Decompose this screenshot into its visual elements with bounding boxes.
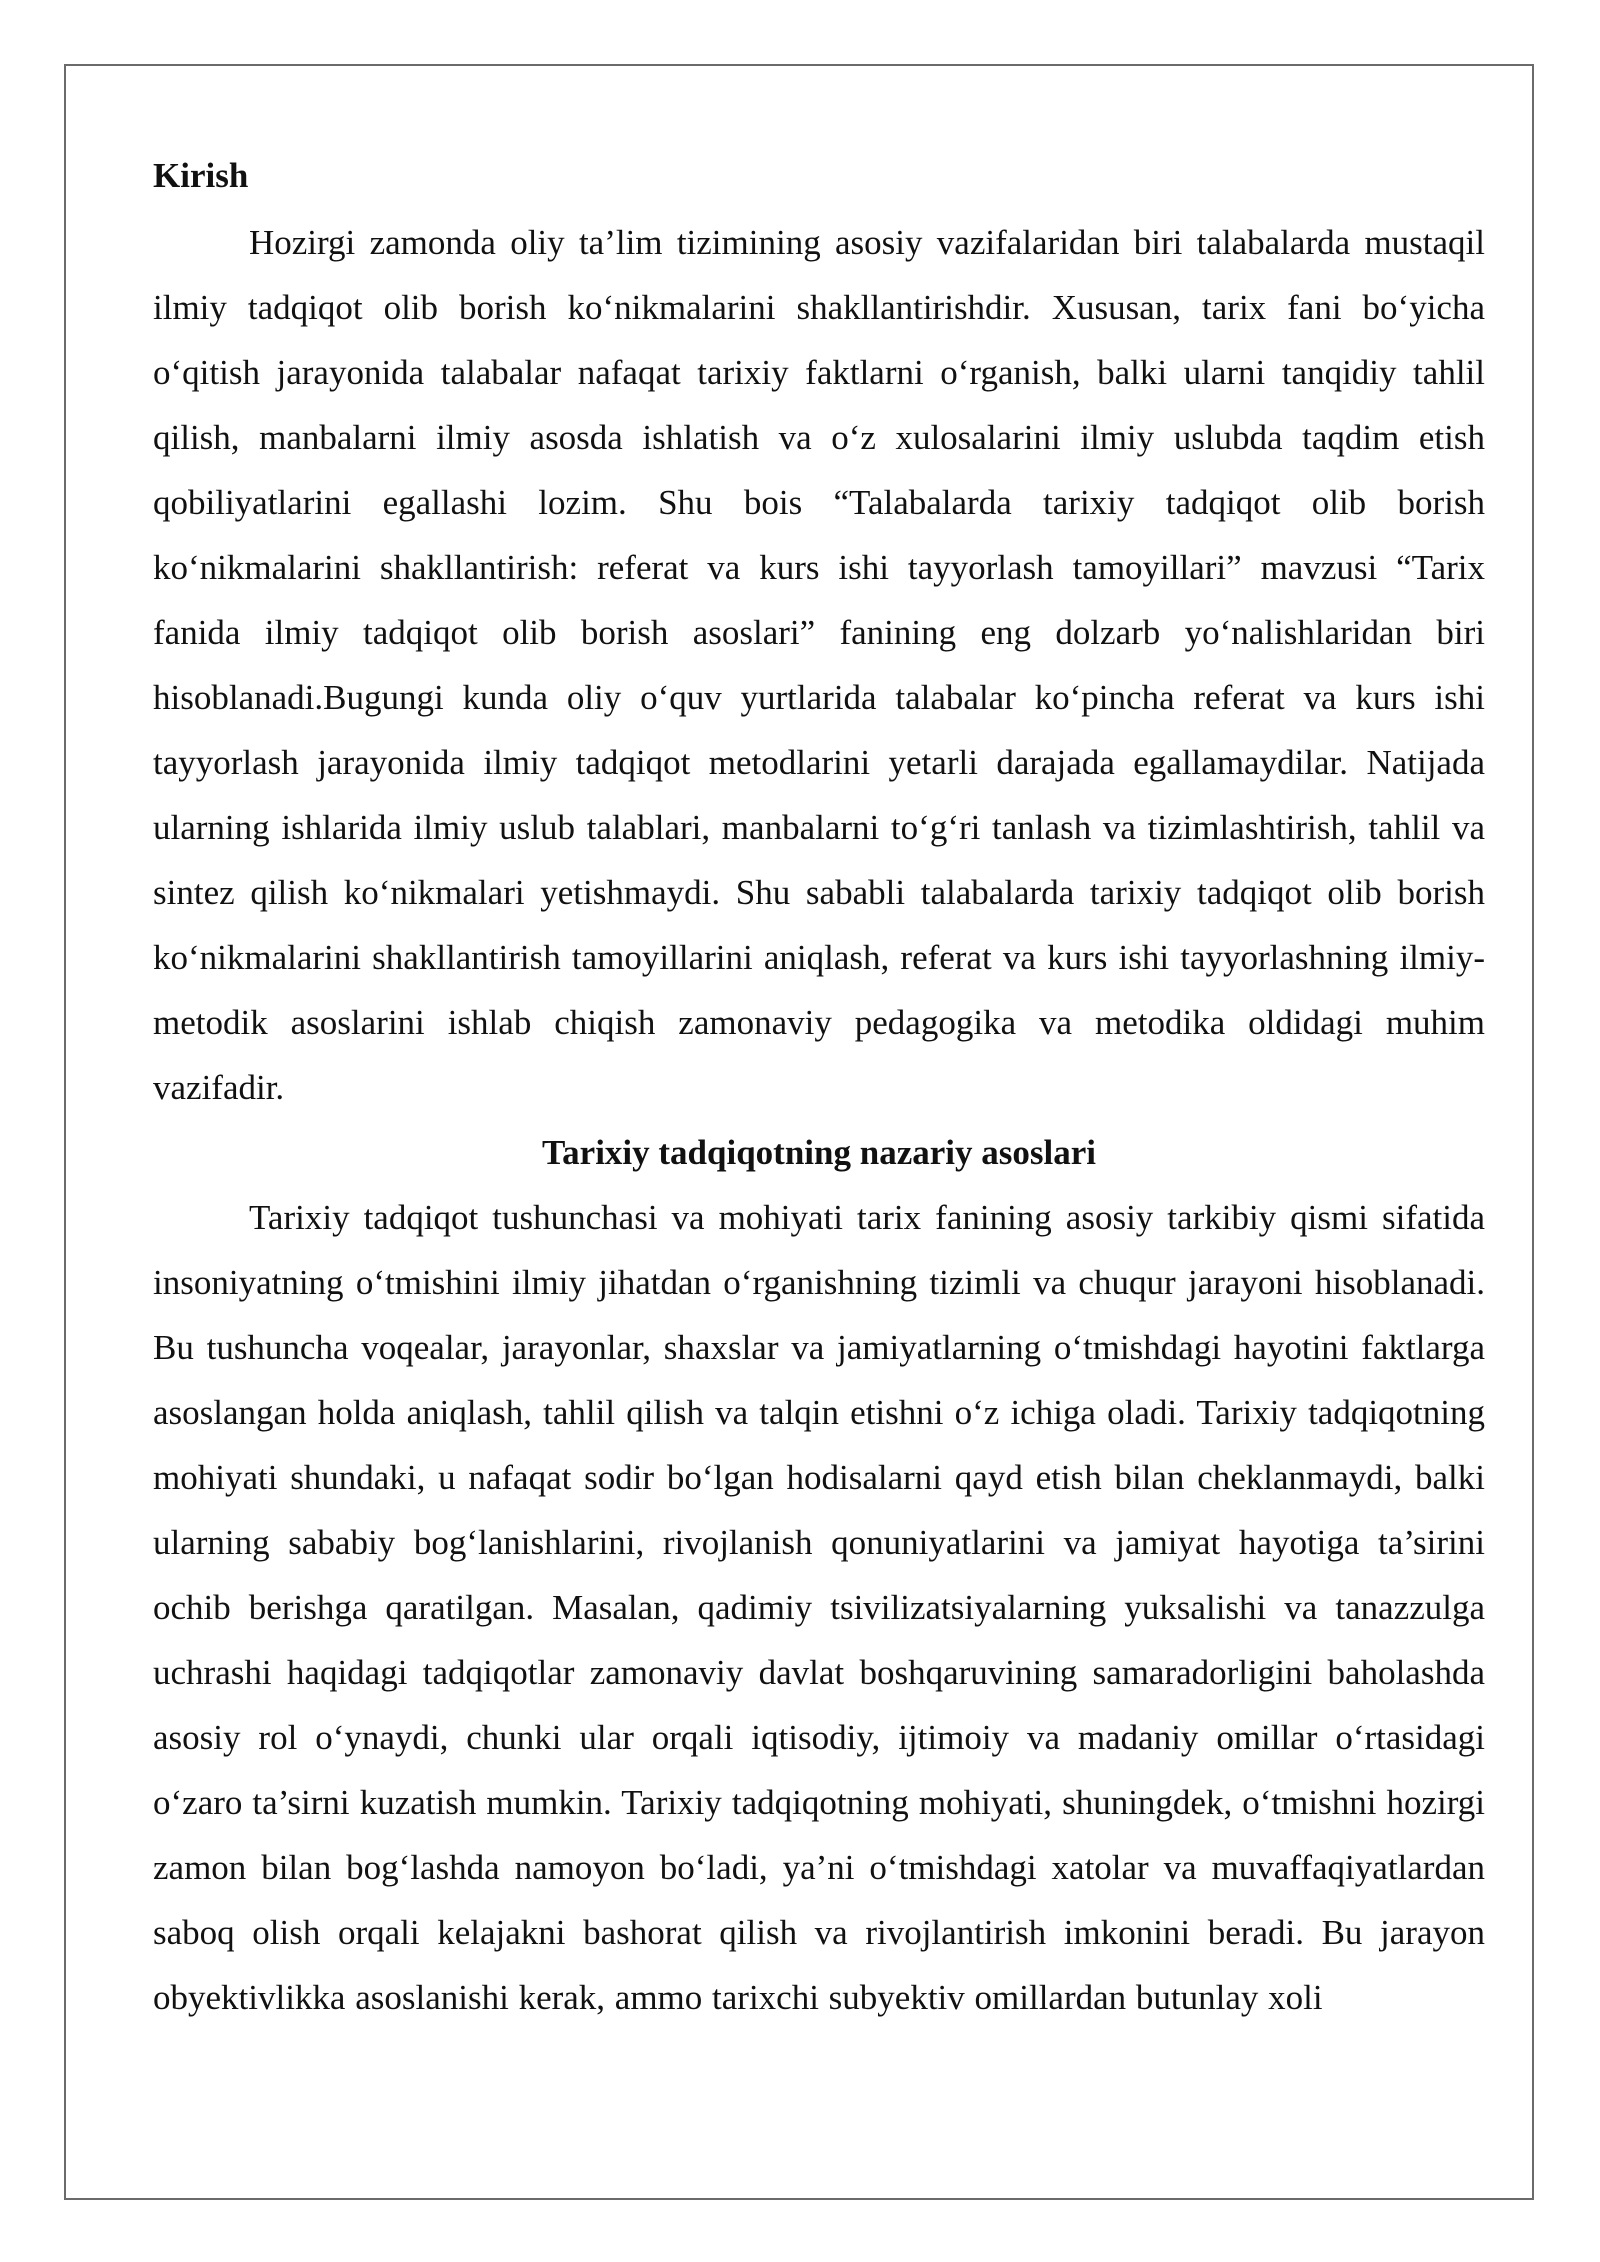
paragraph-introduction: Hozirgi zamonda oliy ta’lim tizimining asosiy vazifalaridan biri talabalarda mustaqil ilmiy tadqiqot olib borish ko‘nikmalarini shakllantirishdir. Xususan, tarix fani bo‘yicha o‘qitish jarayonida talabalar nafaqat tarixiy faktlarni o‘rganish, balki ularni tanqidiy tahlil qilish, manbalarni ilmiy asosda ishlatish va o‘z xulosalarini ilmiy uslubda taqdim etish qobiliyatlarini egallashi lozim. Shu bois “Talabalarda tarixiy tadqiqot olib borish ko‘nikmalarini shakllantirish: referat va kurs ishi tayyorlash tamoyillari” mavzusi “Tarix fanida ilmiy tadqiqot olib borish asoslari” fanining eng dolzarb yo‘nalishlaridan biri hisoblanadi.Bugungi kunda oliy o‘quv yurtlarida talabalar ko‘pincha referat va kurs ishi tayyorlash jarayonida ilmiy tadqiqot metodlarini yetarli darajada egallamaydilar. Natijada ularning ishlarida ilmiy uslub talablari, manbalarni to‘g‘ri tanlash va tizimlashtirish, tahlil va sintez qilish ko‘nikmalari yetishmaydi. Shu sababli talabalarda tarixiy tadqiqot olib borish ko‘nikmalarini shakllantirish tamoyillarini aniqlash, referat va kurs ishi tayyorlashning ilmiy-metodik asoslarini ishlab chiqish zamonaviy pedagogika va metodika oldidagi muhim vazifadir. (153, 223, 1485, 1107)
paragraph-theoretical-foundations: Tarixiy tadqiqot tushunchasi va mohiyati tarix fanining asosiy tarkibiy qismi sifatida insoniyatning o‘tmishini ilmiy jihatdan o‘rganishning tizimli va chuqur jarayoni hisoblanadi. Bu tushuncha voqealar, jarayonlar, shaxslar va jamiyatlarning o‘tmishdagi hayotini faktlarga asoslangan holda aniqlash, tahlil qilish va talqin etishni o‘z ichiga oladi. Tarixiy tadqiqotning mohiyati shundaki, u nafaqat sodir bo‘lgan hodisalarni qayd etish bilan cheklanmaydi, balki ularning sababiy bog‘lanishlarini, rivojlanish qonuniyatlarini va jamiyat hayotiga ta’sirini ochib berishga qaratilgan. Masalan, qadimiy tsivilizatsiyalarning yuksalishi va tanazzulga uchrashi haqidagi tadqiqotlar zamonaviy davlat boshqaruvining samaradorligini baholashda asosiy rol o‘ynaydi, chunki ular orqali iqtisodiy, ijtimoiy va madaniy omillar o‘rtasidagi o‘zaro ta’sirni kuzatish mumkin. Tarixiy tadqiqotning mohiyati, shuningdek, o‘tmishni hozirgi zamon bilan bog‘lashda namoyon bo‘ladi, ya’ni o‘tmishdagi xatolar va muvaffaqiyatlardan saboq olish orqali kelajakni bashorat qilish va rivojlantirish imkonini beradi. Bu jarayon obyektivlikka asoslanishi kerak, ammo tarixchi subyektiv omillardan butunlay xoli (153, 1198, 1485, 2017)
section-heading-introduction: Kirish (153, 156, 249, 195)
section-heading-theoretical-foundations: Tarixiy tadqiqotning nazariy asoslari (542, 1133, 1096, 1172)
document-body (153, 146, 1485, 2030)
